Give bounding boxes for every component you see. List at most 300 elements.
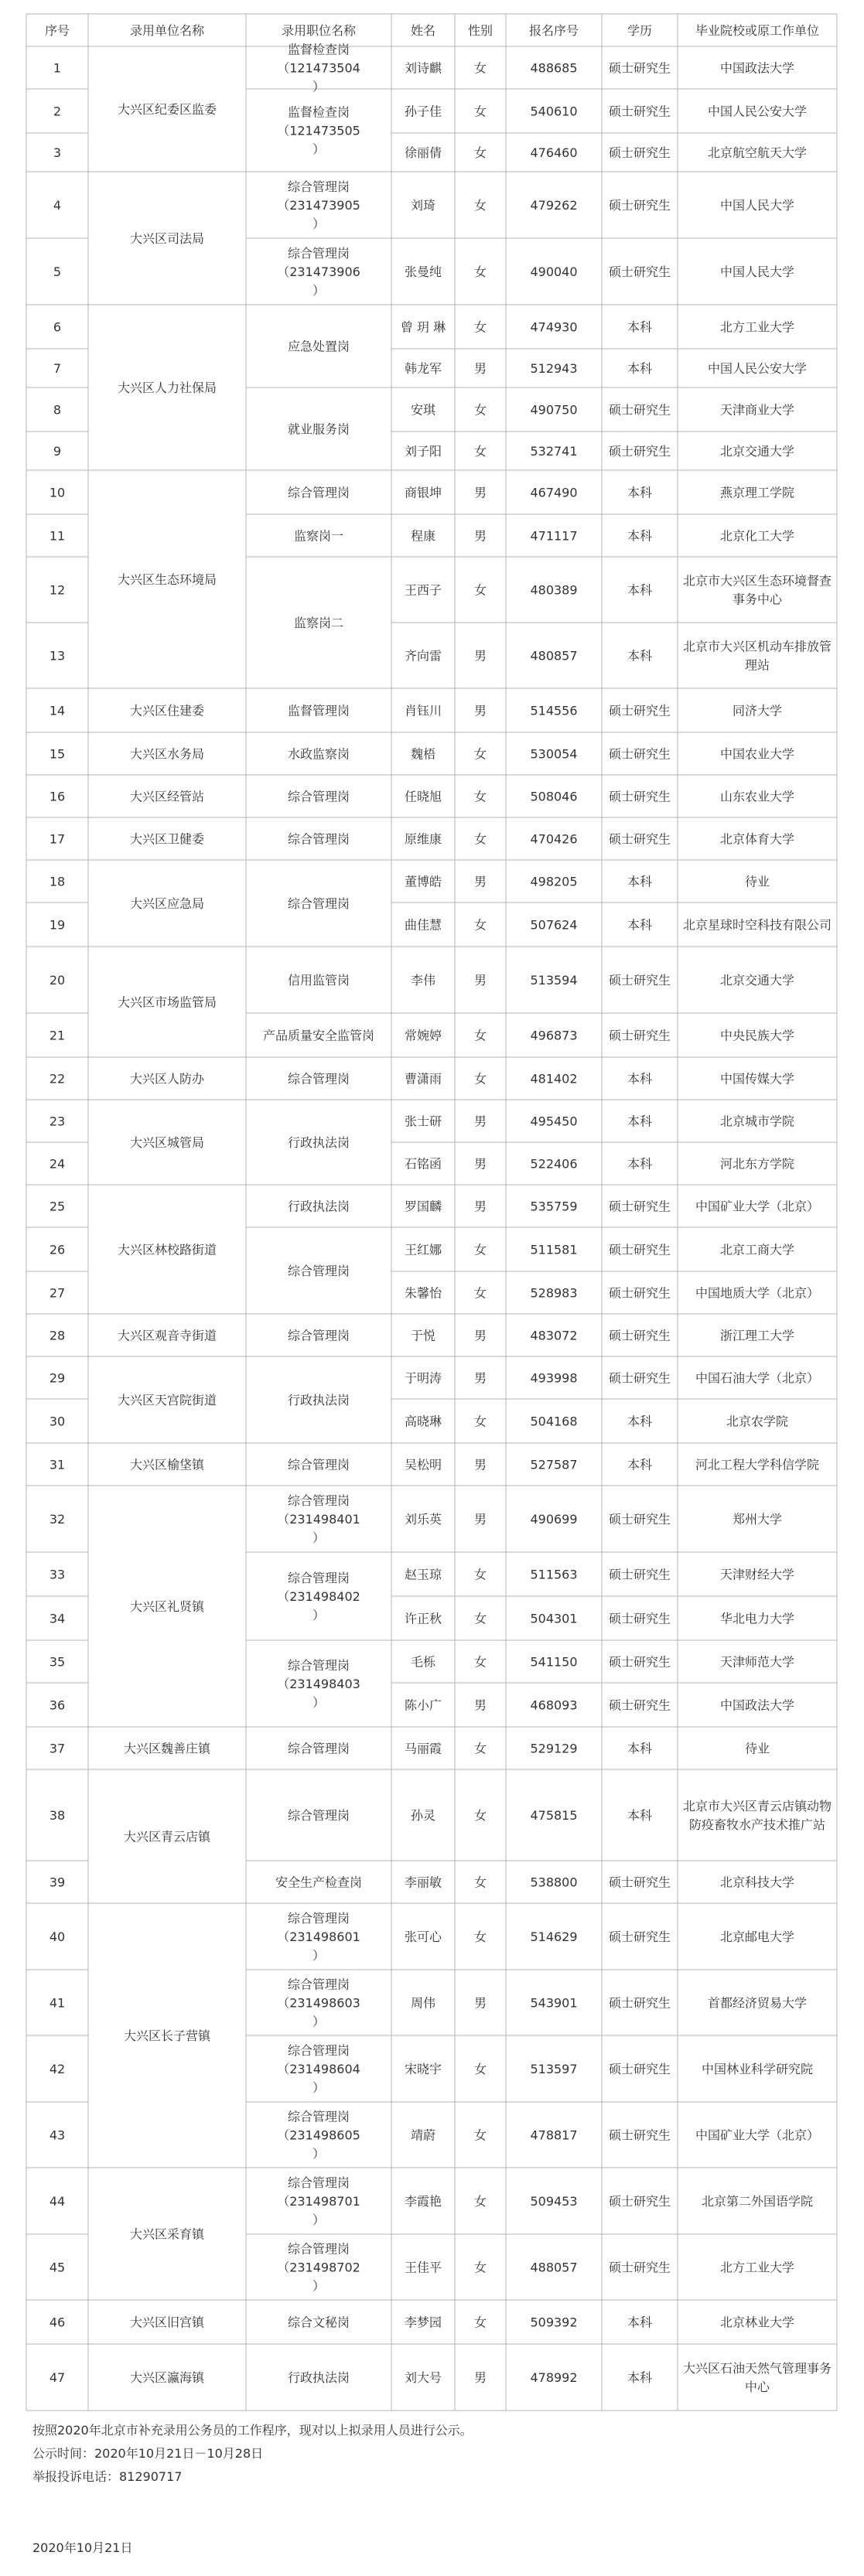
cell-position: 综合管理岗（231498604 ） [277, 2043, 360, 2095]
cell-sex: 女 [473, 1414, 487, 1429]
cell-school: 山东农业大学 [719, 789, 795, 804]
cell-school: 中国矿业大学（北京） [695, 2127, 820, 2143]
cell-seq: 12 [49, 582, 66, 598]
cell-school: 北京城市学院 [719, 1114, 795, 1129]
cell-reg-no: 470426 [530, 831, 578, 847]
cell-position: 综合管理岗 [287, 1264, 350, 1278]
cell-education: 本科 [627, 917, 653, 933]
cell-sex: 男 [473, 1512, 487, 1527]
cell-unit: 大兴区礼贤镇 [129, 1599, 205, 1614]
cell-sex: 女 [473, 2260, 487, 2275]
cell-unit: 大兴区观音寺街道 [117, 1328, 217, 1343]
cell-school: 中国人民公安大学 [707, 104, 808, 119]
cell-name: 石铭函 [404, 1156, 442, 1172]
cell-reg-no: 532741 [530, 444, 578, 459]
cell-position: 水政监察岗 [287, 746, 350, 762]
cell-reg-no: 541150 [530, 1654, 578, 1670]
cell-position: 综合管理岗（231473906 ） [277, 246, 360, 298]
notice-hotline: 举报投诉电话：81290717 [32, 2469, 183, 2484]
cell-seq: 16 [49, 789, 66, 804]
cell-sex: 男 [473, 874, 487, 889]
cell-sex: 女 [473, 319, 487, 335]
cell-position: 综合管理岗 [287, 831, 350, 847]
cell-name: 刘大号 [404, 2370, 442, 2385]
cell-school: 天津财经大学 [719, 1567, 795, 1582]
cell-seq: 7 [53, 361, 62, 376]
cell-seq: 33 [49, 1567, 66, 1582]
cell-name: 宋晓宇 [404, 2062, 442, 2076]
cell-sex: 女 [473, 831, 487, 847]
cell-position: 综合管理岗 [287, 896, 350, 911]
cell-sex: 女 [473, 2315, 487, 2330]
cell-sex: 女 [473, 1654, 487, 1670]
cell-reg-no: 481402 [530, 1071, 578, 1087]
cell-name: 陈小广 [404, 1697, 442, 1713]
cell-seq: 41 [49, 1995, 66, 2011]
cell-reg-no: 511581 [530, 1242, 578, 1257]
cell-school: 北京交通大学 [719, 444, 795, 459]
cell-seq: 18 [49, 874, 66, 889]
cell-sex: 女 [473, 1071, 487, 1087]
cell-seq: 21 [49, 1028, 66, 1043]
cell-name: 赵玉琼 [404, 1567, 442, 1582]
cell-name: 刘乐英 [404, 1512, 442, 1527]
cell-name: 齐向雷 [404, 648, 442, 664]
cell-name: 商银坤 [404, 485, 442, 500]
cell-name: 马丽霞 [404, 1741, 442, 1756]
cell-seq: 34 [49, 1611, 66, 1626]
cell-sex: 女 [473, 444, 487, 459]
column-header: 学历 [627, 23, 653, 38]
cell-reg-no: 508046 [530, 789, 578, 804]
cell-education: 硕士研究生 [608, 145, 671, 160]
cell-unit: 大兴区青云店镇 [123, 1829, 211, 1844]
cell-education: 本科 [627, 582, 653, 598]
cell-name: 曾 玥 琳 [400, 319, 446, 335]
cell-reg-no: 471117 [530, 528, 578, 544]
cell-school: 大兴区石油天然气管理事务中心 [682, 2361, 832, 2394]
cell-position: 综合管理岗（231473905 ） [277, 179, 360, 231]
cell-sex: 女 [473, 746, 487, 762]
cell-school: 北京体育大学 [719, 831, 795, 847]
cell-school: 中国矿业大学（北京） [695, 1199, 820, 1214]
cell-reg-no: 528983 [530, 1285, 578, 1301]
cell-reg-no: 527587 [530, 1457, 578, 1472]
cell-school: 中国政法大学 [719, 1697, 795, 1713]
cell-name: 刘诗麒 [404, 60, 442, 76]
cell-name: 任晓旭 [404, 789, 442, 804]
cell-sex: 男 [473, 1328, 487, 1343]
cell-seq: 29 [49, 1370, 66, 1386]
cell-position: 信用监管岗 [287, 973, 350, 988]
cell-unit: 大兴区卫健委 [129, 831, 205, 847]
cell-sex: 女 [473, 1242, 487, 1257]
cell-unit: 大兴区魏善庄镇 [123, 1741, 211, 1756]
cell-school: 中国政法大学 [719, 60, 795, 76]
cell-education: 硕士研究生 [608, 1654, 671, 1670]
cell-seq: 5 [53, 264, 62, 279]
cell-sex: 男 [473, 361, 487, 376]
cell-sex: 女 [473, 60, 487, 76]
cell-unit: 大兴区市场监管局 [117, 995, 217, 1010]
cell-reg-no: 504168 [530, 1414, 578, 1429]
cell-education: 硕士研究生 [608, 1328, 671, 1343]
cell-position: 综合管理岗 [287, 485, 350, 500]
cell-school: 燕京理工学院 [719, 485, 795, 500]
cell-seq: 43 [49, 2127, 66, 2143]
cell-school: 中国石油大学（北京） [695, 1370, 820, 1386]
cell-name: 王佳平 [404, 2260, 442, 2275]
cell-reg-no: 468093 [530, 1697, 578, 1713]
cell-school: 北京林业大学 [719, 2315, 795, 2330]
cell-reg-no: 480857 [530, 648, 578, 664]
cell-school: 北方工业大学 [719, 2260, 795, 2275]
cell-reg-no: 475815 [530, 1808, 578, 1823]
cell-education: 硕士研究生 [608, 1512, 671, 1527]
cell-education: 硕士研究生 [608, 444, 671, 459]
cell-seq: 39 [49, 1875, 66, 1890]
cell-school: 中国农业大学 [719, 746, 795, 762]
cell-name: 曲佳慧 [404, 917, 442, 933]
cell-sex: 女 [473, 2062, 487, 2076]
cell-position: 综合管理岗（231498403 ） [277, 1658, 360, 1710]
cell-position: 监察岗一 [293, 528, 344, 544]
cell-education: 硕士研究生 [608, 973, 671, 988]
cell-education: 硕士研究生 [608, 60, 671, 76]
cell-reg-no: 511563 [530, 1567, 578, 1582]
cell-seq: 11 [49, 528, 66, 544]
cell-education: 硕士研究生 [608, 1285, 671, 1301]
cell-education: 硕士研究生 [608, 1697, 671, 1713]
cell-school: 中国人民大学 [719, 198, 795, 213]
cell-seq: 28 [49, 1328, 66, 1343]
cell-school: 北京工商大学 [719, 1242, 795, 1257]
cell-reg-no: 490750 [530, 402, 578, 418]
cell-sex: 女 [473, 1611, 487, 1626]
cell-reg-no: 543901 [530, 1995, 578, 2011]
cell-education: 硕士研究生 [608, 2260, 671, 2275]
cell-position: 行政执法岗 [287, 1393, 350, 1407]
cell-education: 硕士研究生 [608, 789, 671, 804]
cell-name: 程康 [410, 528, 436, 544]
cell-name: 李霞艳 [404, 2194, 442, 2209]
cell-school: 北京市大兴区青云店镇动物防疫畜牧水产技术推广站 [682, 1799, 832, 1832]
cell-reg-no: 490699 [530, 1512, 578, 1527]
cell-unit: 大兴区林校路街道 [117, 1242, 217, 1257]
cell-name: 高晓琳 [404, 1414, 442, 1429]
cell-education: 硕士研究生 [608, 1875, 671, 1890]
cell-unit: 大兴区人力社保局 [117, 380, 217, 395]
cell-reg-no: 522406 [530, 1156, 578, 1172]
cell-education: 硕士研究生 [608, 104, 671, 119]
cell-position: 综合管理岗 [287, 1808, 350, 1823]
cell-reg-no: 496873 [530, 1028, 578, 1043]
cell-school: 北京交通大学 [719, 973, 795, 988]
cell-name: 吴松明 [404, 1457, 442, 1472]
cell-school: 北京星球时空科技有限公司 [682, 917, 832, 933]
cell-education: 硕士研究生 [608, 746, 671, 762]
cell-education: 硕士研究生 [608, 2194, 671, 2209]
cell-position: 综合管理岗 [287, 1328, 350, 1343]
column-header: 性别 [467, 23, 493, 38]
cell-sex: 男 [473, 2370, 487, 2385]
cell-school: 天津商业大学 [719, 402, 795, 418]
cell-name: 安琪 [410, 402, 436, 418]
cell-name: 周伟 [410, 1995, 436, 2011]
cell-position: 综合管理岗 [287, 1741, 350, 1756]
cell-school: 待业 [744, 874, 770, 889]
cell-position: 综合管理岗 [287, 789, 350, 804]
cell-school: 中央民族大学 [719, 1028, 795, 1043]
cell-school: 北京市大兴区生态环境督查事务中心 [682, 573, 832, 607]
cell-education: 本科 [627, 2370, 653, 2385]
cell-seq: 26 [49, 1242, 66, 1257]
cell-position: 综合管理岗（231498702 ） [277, 2241, 360, 2294]
cell-school: 北京邮电大学 [719, 1929, 795, 1944]
cell-position: 行政执法岗 [287, 1199, 350, 1214]
cell-sex: 男 [473, 973, 487, 988]
cell-school: 北京科技大学 [719, 1875, 795, 1890]
cell-sex: 男 [473, 1370, 487, 1386]
cell-school: 中国传媒大学 [719, 1071, 795, 1087]
cell-school: 北京航空航天大学 [707, 145, 808, 160]
cell-seq: 25 [49, 1199, 66, 1214]
cell-education: 硕士研究生 [608, 1611, 671, 1626]
cell-seq: 38 [49, 1808, 66, 1823]
cell-reg-no: 474930 [530, 319, 578, 335]
cell-school: 北京市大兴区机动车排放管理站 [682, 639, 832, 673]
cell-name: 肖钰川 [404, 703, 442, 718]
cell-seq: 13 [49, 648, 66, 664]
cell-reg-no: 530054 [530, 746, 578, 762]
cell-seq: 47 [49, 2370, 66, 2385]
cell-sex: 女 [473, 1285, 487, 1301]
cell-position: 就业服务岗 [287, 421, 350, 437]
cell-school: 郑州大学 [732, 1512, 783, 1527]
cell-education: 本科 [627, 1114, 653, 1129]
cell-reg-no: 509392 [530, 2315, 578, 2330]
cell-seq: 37 [49, 1741, 66, 1756]
cell-seq: 44 [49, 2194, 66, 2209]
cell-sex: 女 [473, 2194, 487, 2209]
cell-reg-no: 488057 [530, 2260, 578, 2275]
cell-seq: 42 [49, 2062, 66, 2076]
cell-name: 徐丽倩 [404, 145, 442, 160]
cell-school: 中国林业科学研究院 [701, 2062, 814, 2076]
cell-name: 许正秋 [404, 1611, 442, 1626]
cell-education: 硕士研究生 [608, 402, 671, 418]
cell-seq: 40 [49, 1929, 66, 1944]
cell-sex: 男 [473, 648, 487, 664]
cell-position: 监督管理岗 [287, 703, 350, 718]
cell-seq: 14 [49, 703, 66, 718]
cell-seq: 22 [49, 1071, 66, 1087]
cell-sex: 女 [473, 1567, 487, 1582]
cell-name: 靖蔚 [410, 2127, 436, 2143]
cell-name: 孙灵 [410, 1808, 436, 1823]
cell-reg-no: 507624 [530, 917, 578, 933]
cell-name: 毛栎 [410, 1654, 436, 1670]
cell-education: 本科 [627, 1414, 653, 1429]
cell-reg-no: 513594 [530, 973, 578, 988]
notice-period: 公示时间：2020年10月21日－10月28日 [32, 2446, 264, 2461]
cell-seq: 10 [49, 485, 66, 500]
cell-seq: 27 [49, 1285, 66, 1301]
column-header: 毕业院校或原工作单位 [695, 23, 820, 38]
cell-sex: 男 [473, 528, 487, 544]
cell-seq: 45 [49, 2260, 66, 2275]
cell-seq: 2 [53, 104, 62, 119]
cell-unit: 大兴区旧宫镇 [129, 2315, 205, 2330]
cell-education: 本科 [627, 485, 653, 500]
cell-name: 曹潇雨 [404, 1071, 442, 1087]
cell-name: 常婉婷 [404, 1028, 442, 1043]
cell-name: 朱馨怡 [404, 1285, 442, 1301]
cell-education: 本科 [627, 1156, 653, 1172]
cell-reg-no: 478817 [530, 2127, 578, 2143]
cell-name: 刘子阳 [404, 444, 442, 459]
cell-unit: 大兴区司法局 [129, 231, 205, 246]
cell-name: 张士研 [404, 1114, 442, 1129]
column-header: 姓名 [410, 23, 436, 38]
cell-education: 硕士研究生 [608, 1995, 671, 2011]
cell-name: 王红娜 [404, 1242, 442, 1257]
cell-reg-no: 514629 [530, 1929, 578, 1944]
cell-reg-no: 514556 [530, 703, 578, 718]
cell-position: 综合文秘岗 [287, 2315, 350, 2330]
cell-education: 本科 [627, 1457, 653, 1472]
cell-reg-no: 493998 [530, 1370, 578, 1386]
cell-name: 孙子佳 [404, 104, 442, 119]
cell-education: 硕士研究生 [608, 1567, 671, 1582]
cell-sex: 女 [473, 198, 487, 213]
cell-school: 中国人民大学 [719, 264, 795, 279]
column-header: 录用单位名称 [129, 23, 205, 38]
cell-sex: 男 [473, 1114, 487, 1129]
cell-seq: 8 [53, 402, 62, 418]
cell-reg-no: 504301 [530, 1611, 578, 1626]
cell-school: 同济大学 [732, 703, 783, 718]
cell-reg-no: 509453 [530, 2194, 578, 2209]
cell-seq: 3 [53, 145, 62, 160]
cell-position: 监督检查岗（121473504 ） [277, 42, 360, 94]
cell-school: 中国地质大学（北京） [695, 1285, 820, 1301]
cell-education: 硕士研究生 [608, 703, 671, 718]
column-header: 录用职位名称 [281, 23, 357, 38]
cell-position: 综合管理岗 [287, 1457, 350, 1472]
cell-unit: 大兴区采育镇 [129, 2226, 205, 2242]
cell-sex: 女 [473, 1875, 487, 1890]
cell-reg-no: 512943 [530, 361, 578, 376]
cell-name: 王西子 [404, 582, 442, 598]
cell-education: 硕士研究生 [608, 2062, 671, 2076]
cell-education: 本科 [627, 528, 653, 544]
column-header: 序号 [44, 23, 70, 38]
cell-seq: 20 [49, 973, 66, 988]
cell-reg-no: 490040 [530, 264, 578, 279]
cell-position: 监察岗二 [293, 616, 344, 630]
cell-school: 华北电力大学 [719, 1611, 795, 1626]
cell-education: 硕士研究生 [608, 1028, 671, 1043]
cell-education: 硕士研究生 [608, 831, 671, 847]
notice-text: 按照2020年北京市补充录用公务员的工作程序，现对以上拟录用人员进行公示。 [32, 2423, 473, 2438]
cell-school: 河北东方学院 [719, 1156, 795, 1172]
cell-sex: 女 [473, 264, 487, 279]
cell-reg-no: 498205 [530, 874, 578, 889]
cell-reg-no: 529129 [530, 1741, 578, 1756]
cell-name: 于明涛 [404, 1370, 442, 1386]
cell-education: 本科 [627, 361, 653, 376]
cell-education: 本科 [627, 319, 653, 335]
cell-seq: 23 [49, 1114, 66, 1129]
cell-reg-no: 495450 [530, 1114, 578, 1129]
cell-reg-no: 513597 [530, 2062, 578, 2076]
cell-sex: 女 [473, 1028, 487, 1043]
cell-name: 于悦 [410, 1328, 436, 1343]
cell-sex: 女 [473, 789, 487, 804]
cell-reg-no: 483072 [530, 1328, 578, 1343]
cell-name: 李丽敏 [404, 1875, 442, 1890]
cell-unit: 大兴区经管站 [129, 789, 205, 804]
cell-unit: 大兴区长子营镇 [123, 2028, 211, 2043]
column-header: 报名序号 [528, 23, 579, 38]
cell-position: 综合管理岗（231498401 ） [277, 1493, 360, 1545]
cell-school: 北京化工大学 [719, 528, 795, 544]
cell-education: 本科 [627, 874, 653, 889]
cell-sex: 男 [473, 1457, 487, 1472]
cell-sex: 女 [473, 145, 487, 160]
cell-education: 硕士研究生 [608, 2127, 671, 2143]
cell-sex: 女 [473, 1808, 487, 1823]
cell-unit: 大兴区瀛海镇 [129, 2370, 205, 2385]
cell-seq: 17 [49, 831, 66, 847]
cell-sex: 女 [473, 402, 487, 418]
cell-name: 原维康 [404, 831, 442, 847]
cell-unit: 大兴区生态环境局 [117, 572, 217, 587]
cell-sex: 女 [473, 917, 487, 933]
cell-seq: 30 [49, 1414, 66, 1429]
cell-education: 硕士研究生 [608, 198, 671, 213]
cell-unit: 大兴区人防办 [129, 1071, 205, 1087]
cell-reg-no: 478992 [530, 2370, 578, 2385]
cell-school: 中国人民公安大学 [707, 361, 808, 376]
cell-position: 产品质量安全监管岗 [262, 1028, 375, 1043]
cell-sex: 女 [473, 1741, 487, 1756]
cell-sex: 女 [473, 2127, 487, 2143]
notice-date: 2020年10月21日 [32, 2540, 133, 2555]
cell-seq: 9 [53, 444, 62, 459]
cell-education: 本科 [627, 648, 653, 664]
cell-name: 李伟 [410, 973, 436, 988]
cell-name: 韩龙军 [404, 361, 442, 376]
cell-unit: 大兴区城管局 [129, 1135, 205, 1150]
cell-sex: 男 [473, 1156, 487, 1172]
cell-unit: 大兴区水务局 [129, 746, 205, 762]
cell-education: 本科 [627, 2315, 653, 2330]
cell-sex: 男 [473, 485, 487, 500]
cell-name: 魏梧 [410, 746, 436, 762]
cell-name: 董博皓 [404, 874, 442, 889]
cell-school: 天津师范大学 [719, 1654, 795, 1670]
cell-seq: 6 [53, 319, 62, 335]
cell-position: 安全生产检查岗 [275, 1875, 363, 1890]
cell-position: 行政执法岗 [287, 1135, 350, 1150]
cell-school: 北京第二外国语学院 [701, 2194, 814, 2209]
cell-position: 监督检查岗（121473505 ） [277, 104, 360, 157]
cell-position: 行政执法岗 [287, 2370, 350, 2385]
cell-unit: 大兴区天宫院街道 [117, 1393, 217, 1407]
cell-seq: 19 [49, 917, 66, 933]
